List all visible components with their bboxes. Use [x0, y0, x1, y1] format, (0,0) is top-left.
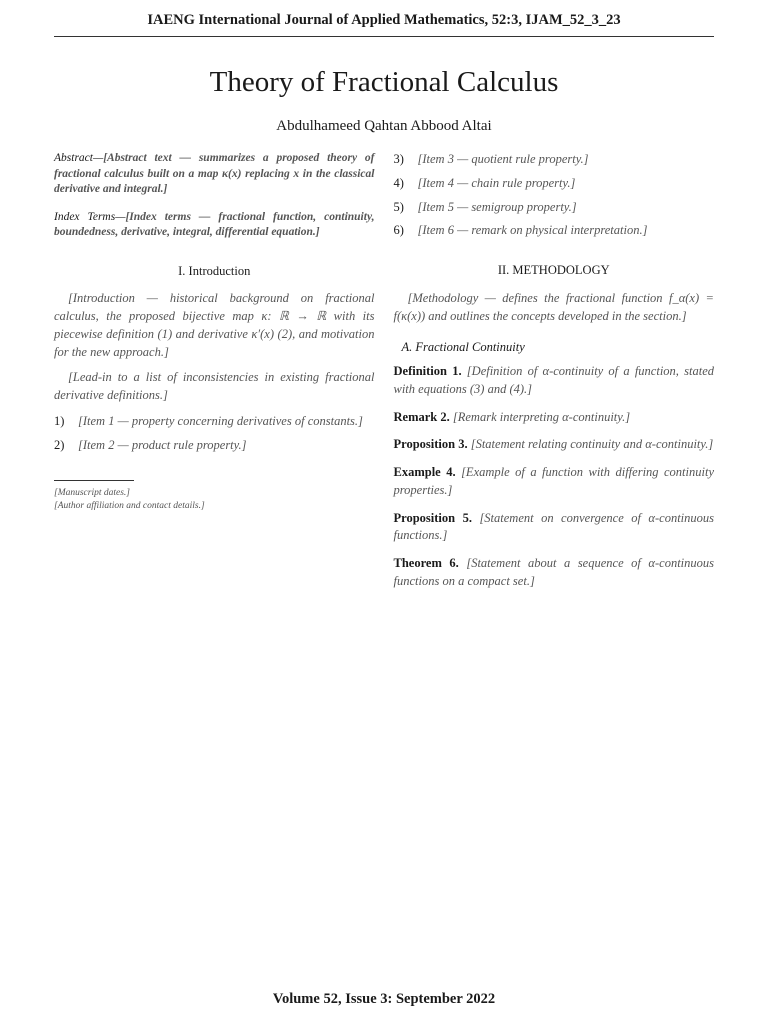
- abstract-lead: Abstract—: [54, 152, 104, 164]
- block-text: [Example of a function with differing continuity properties.]: [393, 465, 714, 497]
- list-item: [394, 151, 715, 169]
- proposition-block: [394, 510, 715, 546]
- abstract-body: [Abstract text — summarizes a proposed theory of fractional calculus built on a map κ(x) replacing x in the classical derivative and integral.]: [54, 152, 375, 196]
- footnote-affiliation: [Author affiliation and contact details.]: [54, 501, 205, 512]
- left-column: [54, 151, 375, 601]
- list-item-text: [Item 5 — semigroup property.]: [417, 199, 577, 214]
- block-label: Definition 1.: [393, 364, 462, 378]
- block-text: [Statement about a sequence of α-continuous functions on a compact set.]: [393, 556, 714, 588]
- block-text: [Statement relating continuity and α-continuity.]: [470, 437, 714, 452]
- introduction-summary: [Introduction — historical background on fractional calculus, the proposed bijective map κ: ℝ → ℝ with its piecewise definition (1) and derivative κ′(x) (2), and motivation for the new approach.]: [54, 291, 375, 359]
- two-column-body: [54, 151, 714, 601]
- header-rule: [54, 36, 714, 37]
- list-intro: [Lead-in to a list of inconsistencies in existing fractional derivative definitions.]: [54, 370, 375, 403]
- footnote-dates: [Manuscript dates.]: [54, 488, 130, 499]
- paper-title: Theory of Fractional Calculus: [209, 66, 559, 98]
- methodology-summary: [Methodology — defines the fractional function f_α(x) = f(κ(x)) and outlines the concepts developed in the section.]: [393, 290, 714, 323]
- list-item-text: [Item 4 — chain rule property.]: [417, 175, 576, 190]
- section-methodology-heading: II. METHODOLOGY: [497, 263, 610, 277]
- index-terms-body: [Index terms — fractional function, continuity, boundedness, derivative, integral, differential equation.]: [54, 210, 375, 239]
- example-block: [394, 464, 715, 500]
- remark-block: [394, 409, 715, 427]
- list-item-number: 5): [393, 199, 404, 214]
- right-column: [394, 151, 715, 601]
- block-label: Example 4.: [393, 465, 456, 479]
- list-item-number: 3): [393, 152, 404, 166]
- section-introduction-heading: I. Introduction: [178, 263, 251, 278]
- proposition-block: [394, 436, 715, 454]
- block-label: Theorem 6.: [393, 556, 459, 570]
- list-item: [394, 222, 715, 240]
- abstract: [54, 151, 375, 198]
- block-text: [Definition of α-continuity of a function, stated with equations (3) and (4).]: [393, 364, 714, 396]
- list-item-number: 6): [393, 223, 404, 238]
- definition-block: [394, 363, 715, 399]
- author-name: Abdulhameed Qahtan Abbood Altai: [276, 118, 492, 134]
- list-item-text: [Item 6 — remark on physical interpretation.]: [417, 223, 648, 238]
- list-item: [54, 437, 375, 455]
- subsection-heading: A. Fractional Continuity: [401, 340, 525, 355]
- list-item-number: 1): [54, 413, 65, 428]
- index-terms: [54, 210, 375, 241]
- list-item-number: 4): [393, 175, 404, 190]
- theorem-block: [394, 555, 715, 591]
- list-item: [394, 175, 715, 193]
- footnote: [54, 480, 375, 513]
- list-item: [394, 199, 715, 217]
- index-terms-lead: Index Terms—: [54, 210, 126, 223]
- block-label: Proposition 3.: [393, 437, 468, 452]
- list-item-text: [Item 2 — product rule property.]: [78, 437, 247, 452]
- block-label: Remark 2.: [393, 409, 450, 424]
- page-footer: Volume 52, Issue 3: September 2022: [272, 991, 496, 1007]
- block-label: Proposition 5.: [393, 510, 472, 525]
- running-head: IAENG International Journal of Applied Mathematics, 52:3, IJAM_52_3_23: [147, 12, 621, 28]
- list-item-text: [Item 1 — property concerning derivatives of constants.]: [78, 413, 363, 428]
- list-item-text: [Item 3 — quotient rule property.]: [417, 152, 589, 166]
- block-text: [Remark interpreting α-continuity.]: [452, 409, 631, 424]
- list-item: [54, 413, 375, 431]
- block-text: [Statement on convergence of α-continuous functions.]: [393, 510, 715, 543]
- footnote-rule: [54, 480, 134, 481]
- list-item-number: 2): [54, 437, 65, 452]
